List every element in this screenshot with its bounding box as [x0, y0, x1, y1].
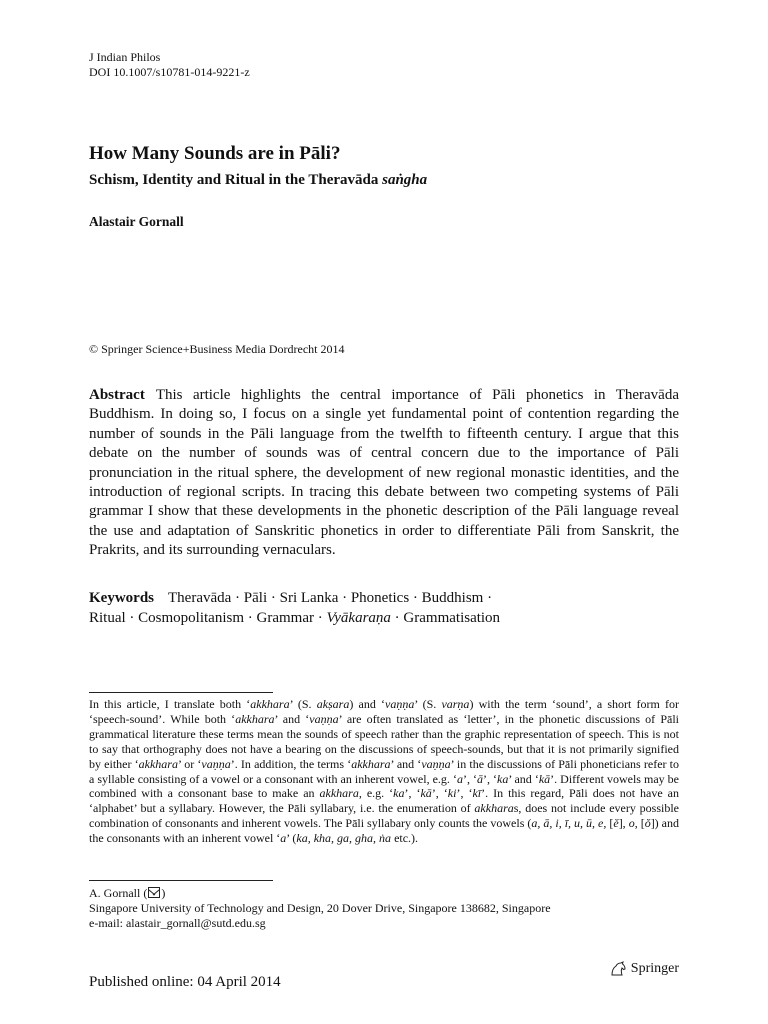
- publisher-logo: [609, 961, 679, 977]
- keywords-list-1: Theravāda · Pāli · Sri Lanka · Phonetics · Buddhism ·: [168, 590, 493, 606]
- fn-text: ’ and ‘: [508, 771, 539, 786]
- fn-text: ’, ‘: [462, 771, 477, 786]
- fn-term: akkhara: [235, 711, 275, 726]
- abstract: [89, 386, 679, 561]
- author-name: Alastair Gornall: [89, 214, 184, 229]
- fn-text: ’. In addition, the terms ‘: [230, 756, 352, 771]
- fn-text: In this article, I translate both ‘: [89, 697, 251, 711]
- fn-text: , e.g. ‘: [358, 786, 394, 801]
- author-affiliation: [89, 886, 551, 932]
- fn-term: akkhara: [474, 801, 514, 816]
- fn-term: akkhara: [250, 697, 290, 711]
- fn-term: kā: [420, 786, 432, 801]
- journal-doi: DOI 10.1007/s10781-014-9221-z: [89, 65, 250, 79]
- fn-text: ’ (S.: [414, 697, 442, 711]
- fn-text: etc.).: [391, 831, 419, 846]
- copyright-notice: © Springer Science+Business Media Dordrecht 2014: [89, 342, 345, 356]
- publisher-name: Springer: [630, 961, 679, 976]
- journal-name: J Indian Philos: [89, 50, 161, 64]
- fn-term: ki: [447, 786, 457, 801]
- fn-text: ) with the term ‘sound’, a short form for ‘speech-sound’. While both ‘: [89, 697, 679, 726]
- journal-header: [89, 50, 250, 80]
- fn-text: ’, ‘: [482, 771, 498, 786]
- keywords-list-2b: · Grammatisation: [390, 609, 501, 626]
- keywords-label: Keywords: [89, 590, 154, 606]
- fn-text: ’ (S.: [289, 697, 317, 711]
- fn-text: ’ and ‘: [390, 756, 422, 771]
- author-email: e-mail: alastair_gornall@sutd.edu.sg: [89, 916, 266, 931]
- fn-text: ’ and ‘: [274, 711, 310, 726]
- fn-term: akkhara: [351, 756, 391, 771]
- fn-term: ĕ: [613, 816, 619, 831]
- fn-text: s, does not include every possible combination of consonants and inherent vowels. The Pāli syllabary only counts the vowels (: [89, 801, 679, 831]
- fn-text: ],: [618, 816, 629, 831]
- fn-term: kā: [538, 771, 551, 786]
- published-date: Published online: 04 April 2014: [89, 974, 281, 990]
- fn-term: varṇa: [441, 697, 470, 711]
- fn-text: ’, ‘: [404, 786, 421, 801]
- fn-term: ka, kha, ga, gha, ṅa: [296, 831, 392, 846]
- keywords-list-2a: Ritual · Cosmopolitanism · Grammar ·: [89, 609, 327, 626]
- fn-term: o: [628, 816, 635, 831]
- subtitle-main: Schism, Identity and Ritual in the Theravāda: [89, 172, 383, 188]
- fn-term: akkhara: [319, 786, 359, 801]
- fn-term: akṣara: [316, 697, 350, 711]
- fn-text: ’. In this regard, Pāli does not have an ‘alphabet’ but a syllabary. However, the Pāli syllabary, i.e. the enumeration of: [89, 786, 679, 816]
- corresponding-author-name: A. Gornall (: [89, 886, 148, 900]
- fn-term: vaṇṇa: [309, 711, 339, 726]
- fn-term: a: [456, 771, 463, 786]
- fn-term: vaṇṇa: [385, 697, 415, 711]
- fn-term: kī: [472, 786, 482, 801]
- keywords-line-2: [89, 609, 679, 629]
- springer-horse-icon: [609, 961, 627, 977]
- paper-page: [89, 0, 679, 1024]
- affiliation-divider: [89, 880, 273, 881]
- footnote: [89, 697, 679, 846]
- paper-title: How Many Sounds are in Pāli?: [89, 143, 341, 164]
- fn-term: akkhara: [138, 756, 178, 771]
- subtitle-italic: saṅgha: [382, 172, 428, 188]
- fn-term: ka: [497, 771, 509, 786]
- fn-term: ā: [476, 771, 483, 786]
- fn-text: ’ (: [286, 831, 297, 846]
- fn-text: ) and ‘: [349, 697, 385, 711]
- fn-text: ’, ‘: [431, 786, 448, 801]
- fn-term: vaṇṇa: [201, 756, 231, 771]
- fn-term: a, ā, i, ī, u, ū, e,: [531, 816, 607, 831]
- abstract-label: Abstract: [89, 387, 145, 403]
- paper-subtitle: [89, 172, 427, 189]
- keywords-line-1: [89, 589, 679, 609]
- corresponding-author-close: ): [161, 886, 166, 900]
- fn-text: ’ are often translated as ‘letter’, in the phonetic discussions of Pāli grammatical literature these terms mean the sounds of speech rather than the graphic representation of speech. This is not to say that orthography does not have a bearing on the discussions of speech-sounds, but that it is not primarily signified by either ‘: [89, 711, 679, 771]
- keywords-italic-term: Vyākaraṇa: [326, 609, 391, 626]
- corresponding-author: [89, 886, 551, 901]
- fn-text: ’ or ‘: [177, 756, 202, 771]
- fn-term: ŏ: [644, 816, 651, 831]
- fn-text: ’ in the discussions of Pāli phoneticians refer to a syllable consisting of a vowel or a consonant with an inherent vowel, e.g. ‘: [89, 756, 680, 786]
- footnote-divider: [89, 692, 273, 693]
- author-address: Singapore University of Technology and Design, 20 Dover Drive, Singapore 138682, Singapore: [89, 901, 551, 916]
- keywords: [89, 589, 679, 628]
- envelope-icon: [148, 887, 160, 898]
- fn-term: ka: [393, 786, 405, 801]
- fn-text: ’, ‘: [456, 786, 473, 801]
- fn-text: , [: [634, 816, 645, 831]
- fn-term: a: [280, 831, 287, 846]
- fn-term: vaṇṇa: [421, 756, 451, 771]
- fn-text: ’. Different vowels may be combined with a consonant base to make an: [89, 771, 679, 801]
- abstract-text: This article highlights the central importance of Pāli phonetics in Theravāda Buddhism. In doing so, I focus on a single yet fundamental point of contention regarding the number of sounds in the Pāli language from the twelfth to fifteenth century. I argue that this debate on the number of sounds was of central concern due to the importance of Pāli pronunciation in the ritual sphere, the development of new regional monastic identities, and the introduction of regional scripts. In tracing this debate between two competing systems of Pāli grammar I show that these developments in the phonetic description of the Pāli language reveal the use and adaptation of Sanskritic phonetics in order to differentiate Pāli from Sanskrit, the Prakrits, and its surrounding vernaculars.: [89, 387, 679, 559]
- fn-text: [: [606, 816, 614, 831]
- fn-text: ]) and the consonants with an inherent vowel ‘: [89, 816, 680, 846]
